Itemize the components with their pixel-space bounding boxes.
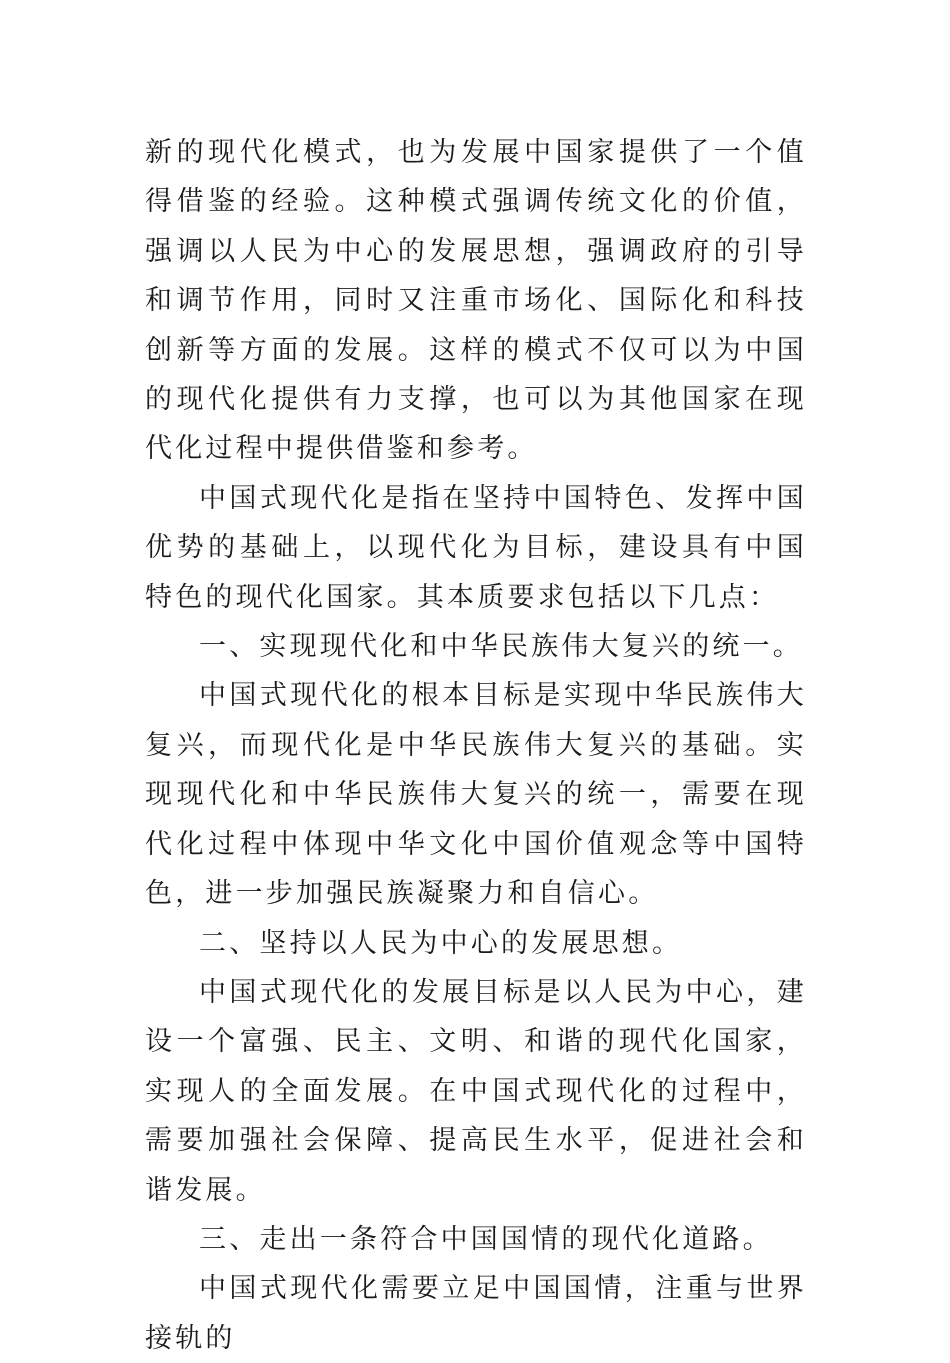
paragraph-section-1: 中国式现代化的根本目标是实现中华民族伟大复兴，而现代化是中华民族伟大复兴的基础。实现现代化和中华民族伟大复兴的统一，需要在现代化过程中体现中华文化中国价值观念等中国特色，进一步加强民族凝聚力和自信心。 [145, 680, 807, 910]
paragraph-intro: 中国式现代化是指在坚持中国特色、发挥中国优势的基础上，以现代化为目标，建设具有中国特色的现代化国家。其本质要求包括以下几点： [145, 482, 807, 613]
paragraph-continuation: 新的现代化模式，也为发展中国家提供了一个值得借鉴的经验。这种模式强调传统文化的价值，强调以人民为中心的发展思想，强调政府的引导和调节作用，同时又注重市场化、国际化和科技创新等方面的发展。这样的模式不仅可以为中国的现代化提供有力支撑，也可以为其他国家在现代化过程中提供借鉴和参考。 [145, 137, 807, 465]
document-body [145, 128, 807, 1363]
paragraph-section-2: 中国式现代化的发展目标是以人民为中心，建设一个富强、民主、文明、和谐的现代化国家，实现人的全面发展。在中国式现代化的过程中，需要加强社会保障、提高民生水平，促进社会和谐发展。 [145, 976, 807, 1206]
paragraph-section-3: 中国式现代化需要立足中国国情，注重与世界接轨的 [145, 1273, 807, 1354]
section-heading-3: 三、走出一条符合中国国情的现代化道路。 [199, 1223, 773, 1255]
section-heading-2: 二、坚持以人民为中心的发展思想。 [199, 927, 683, 959]
section-heading-1: 一、实现现代化和中华民族伟大复兴的统一。 [199, 631, 803, 663]
